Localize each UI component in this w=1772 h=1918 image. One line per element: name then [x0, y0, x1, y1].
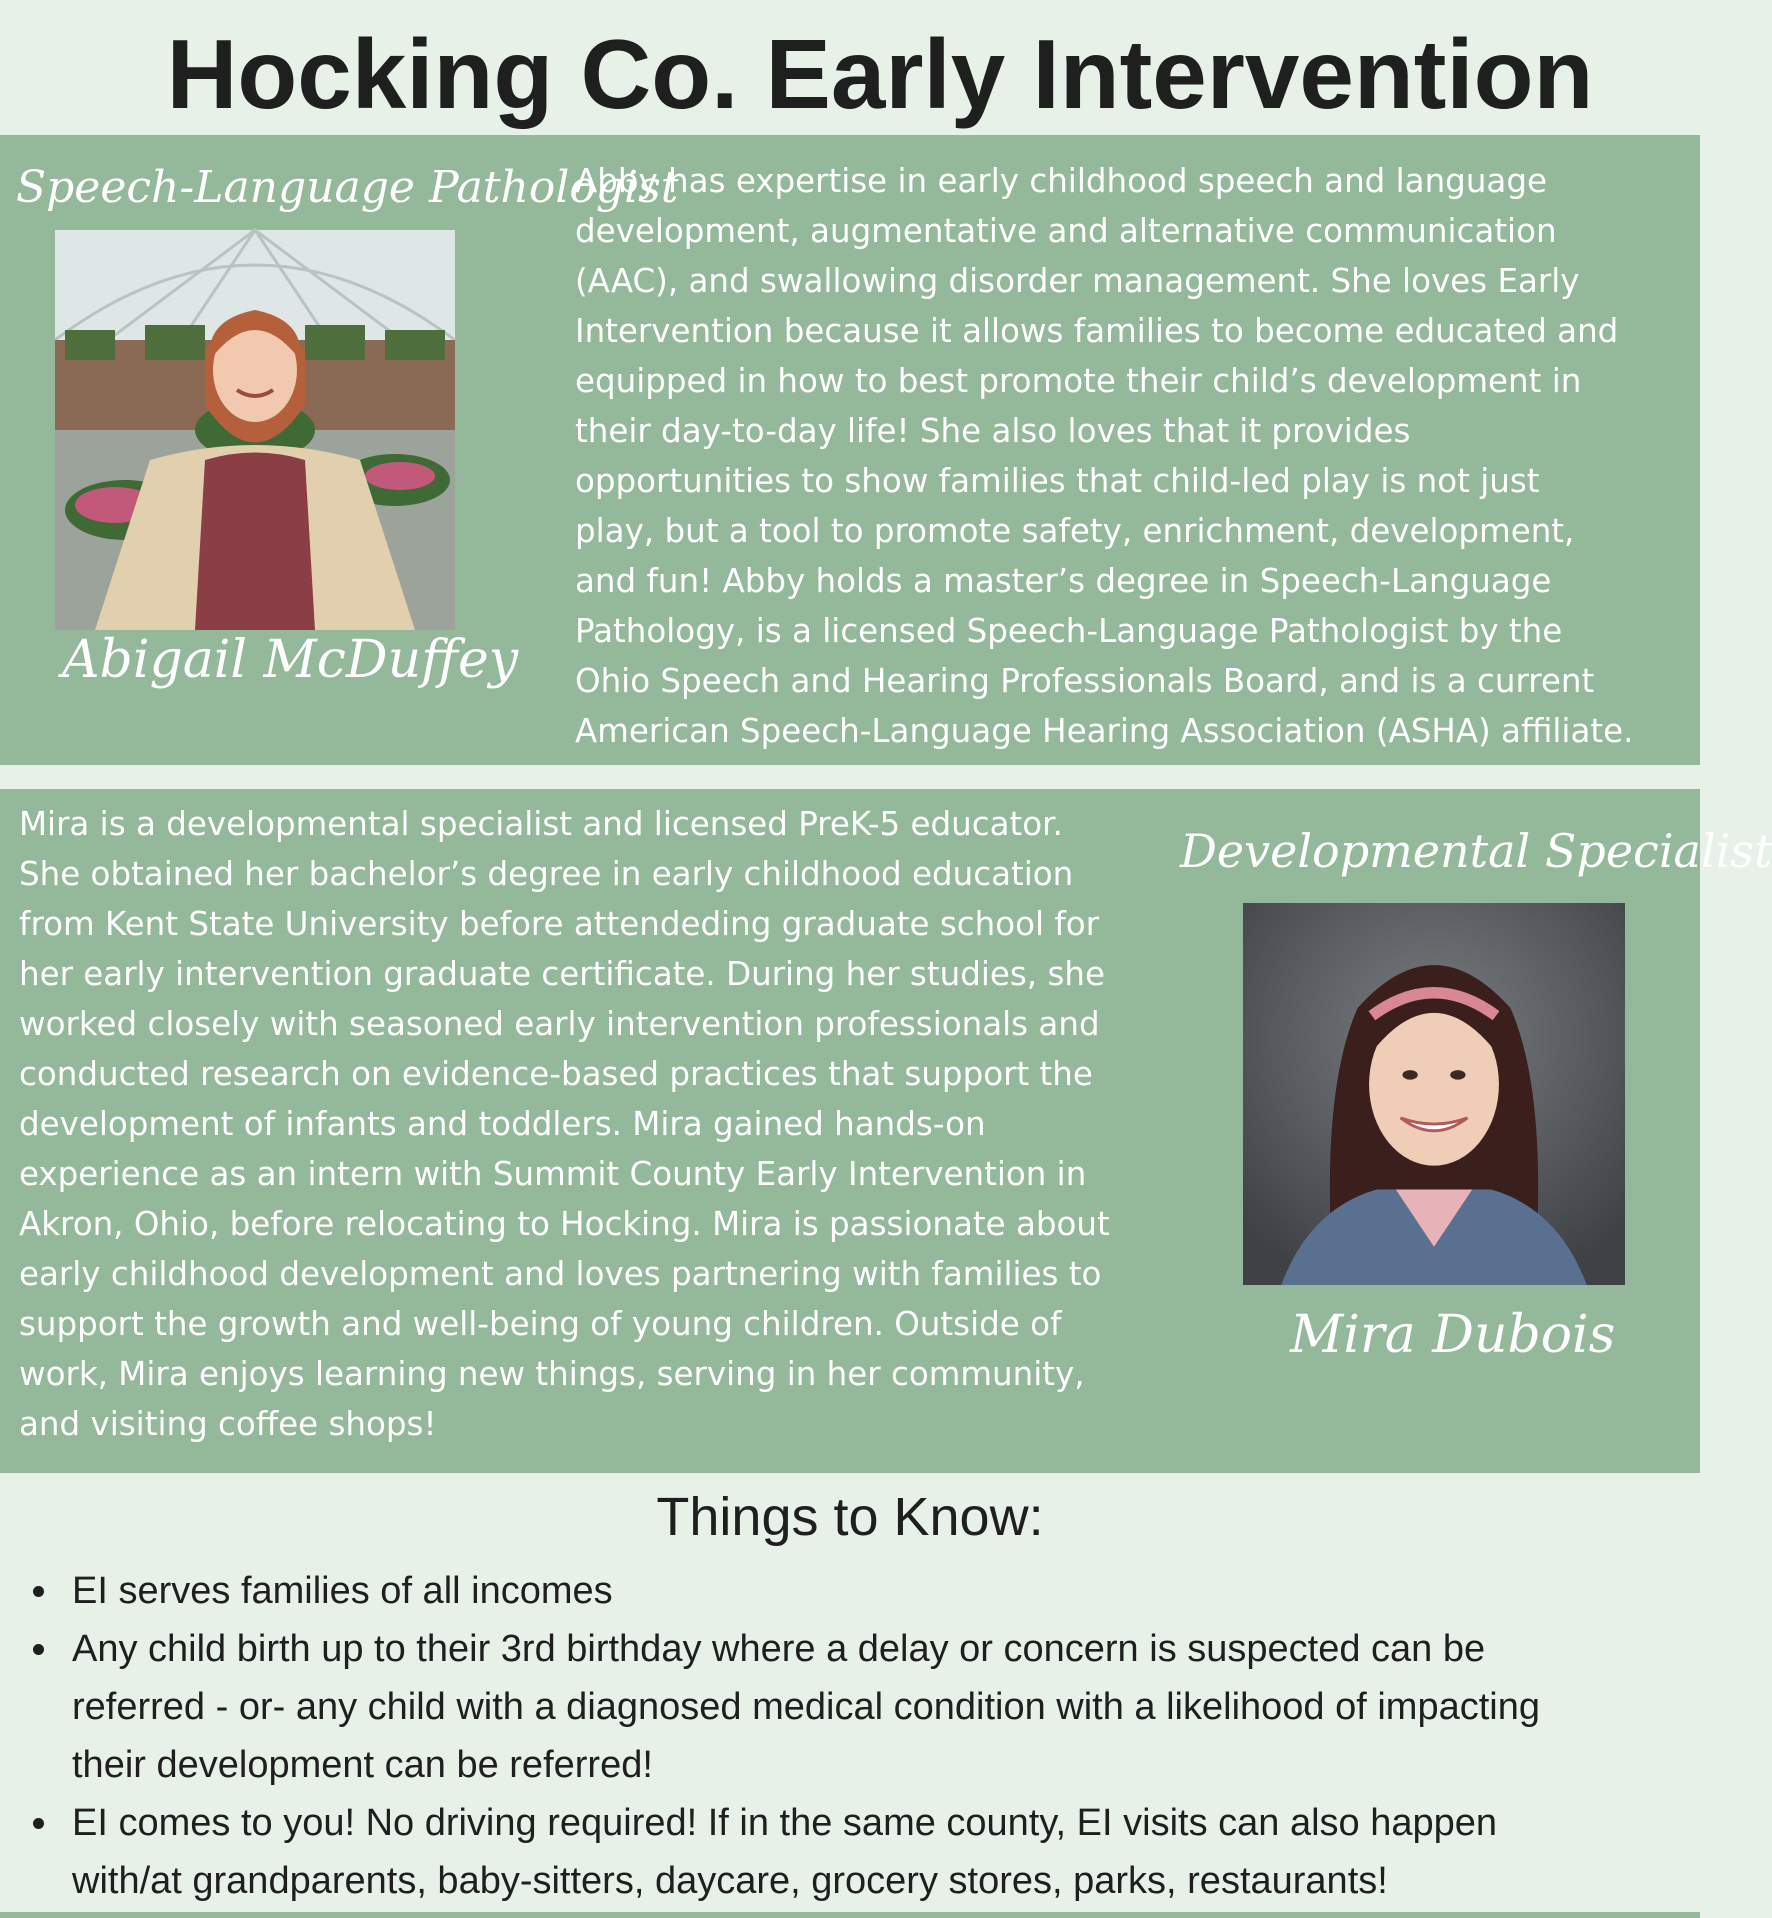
bio-line: Mira is a developmental specialist and licensed PreK-5 educator. — [19, 805, 1063, 843]
page-title: Hocking Co. Early Intervention — [166, 19, 1594, 129]
bottom-divider — [0, 1912, 1700, 1918]
bio-line: Intervention because it allows families to become educated and — [575, 312, 1619, 350]
things-to-know-heading: Things to Know: — [656, 1487, 1044, 1547]
staff-photo-mira — [1243, 903, 1625, 1285]
bio-line: development of infants and toddlers. Mira gained hands-on — [19, 1105, 986, 1143]
bio-line: their day-to-day life! She also loves that it provides — [575, 412, 1411, 450]
bio-line: play, but a tool to promote safety, enrichment, development, — [575, 512, 1575, 550]
things-to-know-list — [0, 1562, 1700, 1910]
bio-line: support the growth and well-being of young children. Outside of — [19, 1305, 1062, 1343]
bio-line: Pathology, is a licensed Speech-Language Pathologist by the — [575, 612, 1563, 650]
staff-bio-mira — [19, 799, 1110, 1449]
bio-line: early childhood development and loves partnering with families to — [19, 1255, 1102, 1293]
bio-line: worked closely with seasoned early intervention professionals and — [19, 1005, 1100, 1043]
role-heading-ds: Developmental Specialist — [1180, 824, 1772, 878]
list-item-line: with/at grandparents, baby-sitters, daycare, grocery stores, parks, restaurants! — [72, 1860, 1388, 1902]
bio-line: American Speech-Language Hearing Association (ASHA) affiliate. — [575, 712, 1634, 750]
bio-line: work, Mira enjoys learning new things, serving in her community, — [19, 1355, 1085, 1393]
role-heading-slp: Speech-Language Pathologist — [16, 162, 679, 213]
bio-line: She obtained her bachelor’s degree in early childhood education — [19, 855, 1074, 893]
bio-line: equipped in how to best promote their child’s development in — [575, 362, 1582, 400]
list-item-line: Any child birth up to their 3rd birthday where a delay or concern is suspected can be — [72, 1628, 1486, 1670]
bio-line: her early intervention graduate certificate. During her studies, she — [19, 955, 1105, 993]
staff-photo-abigail — [55, 230, 455, 630]
staff-name-mira: Mira Dubois — [1290, 1305, 1616, 1365]
bio-line: development, augmentative and alternative communication — [575, 212, 1557, 250]
bio-line: Abby has expertise in early childhood speech and language — [575, 162, 1547, 200]
bio-line: and visiting coffee shops! — [19, 1405, 437, 1443]
list-item-line: referred - or- any child with a diagnosed medical condition with a likelihood of impacting — [72, 1686, 1540, 1728]
bio-line: from Kent State University before attendeding graduate school for — [19, 905, 1100, 943]
bio-line: and fun! Abby holds a master’s degree in Speech-Language — [575, 562, 1552, 600]
staff-bio-abigail — [575, 156, 1633, 756]
list-item-line: EI comes to you! No driving required! If in the same county, EI visits can also happen — [72, 1802, 1498, 1844]
list-item-line: EI serves families of all incomes — [72, 1570, 613, 1612]
bio-line: Akron, Ohio, before relocating to Hocking. Mira is passionate about — [19, 1205, 1110, 1243]
list-item-line: their development can be referred! — [72, 1744, 653, 1786]
bio-line: Ohio Speech and Hearing Professionals Board, and is a current — [575, 662, 1595, 700]
bio-line: (AAC), and swallowing disorder management. She loves Early — [575, 262, 1580, 300]
list-item — [0, 1562, 1700, 1620]
bio-line: conducted research on evidence-based practices that support the — [19, 1055, 1093, 1093]
list-item — [0, 1794, 1700, 1910]
bio-line: opportunities to show families that child-led play is not just — [575, 462, 1540, 500]
staff-name-abigail: Abigail McDuffey — [62, 630, 519, 690]
list-item — [0, 1620, 1700, 1794]
bio-line: experience as an intern with Summit County Early Intervention in — [19, 1155, 1087, 1193]
